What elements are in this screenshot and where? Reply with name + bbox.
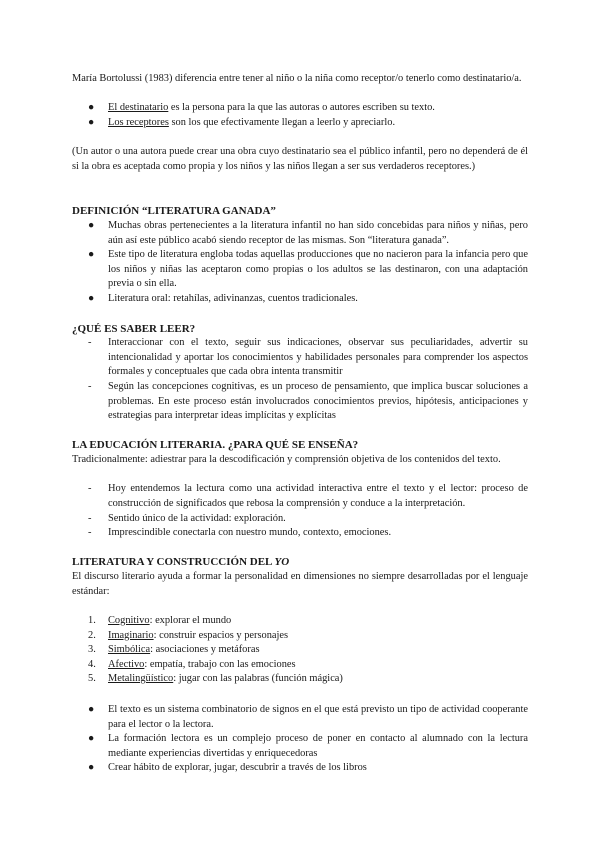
list-item: Sentido único de la actividad: exploración. xyxy=(108,513,286,524)
numbered-item: Metalingüístico: jugar con las palabras (función mágica) xyxy=(108,673,343,684)
list-item: Los receptores son los que efectivamente llegan a leerlo y apreciarlo. xyxy=(108,117,396,128)
heading-literatura-ganada: DEFINICIÓN “LITERATURA GANADA” xyxy=(72,205,276,217)
note-paragraph: (Un autor o una autora puede crear una obra cuyo destinatario sea el público infantil, pero no dependerá de él si la obra es aceptada como propia y los niños y las niños llegan a ser sus verdaderos receptores.) xyxy=(72,146,528,172)
numbered-item: Imaginario: construir espacios y personajes xyxy=(108,630,289,641)
list-item: Muchas obras pertenecientes a la literatura infantil no han sido concebidas para niños y niñas, pero aún así este público acabó siendo receptor de las mismas. Son “literatura ganada”. xyxy=(108,220,528,246)
list-item: Hoy entendemos la lectura como una actividad interactiva entre el texto y el lector: proceso de construcción de significados que rebosa la comprensión y conduce a la interpretación. xyxy=(108,483,528,509)
list-item: Crear hábito de explorar, jugar, descubrir a través de los libros xyxy=(108,762,367,773)
heading-saber-leer: ¿QUÉ ES SABER LEER? xyxy=(72,323,196,335)
discourse-paragraph: El discurso literario ayuda a formar la personalidad en dimensiones no siempre desarrolladas por el lenguaje estándar: xyxy=(72,571,528,597)
bullet-marker: ● xyxy=(88,733,95,744)
term-destinatario: El destinatario xyxy=(108,102,169,113)
bullet-marker: ● xyxy=(88,117,95,128)
list-number: 3. xyxy=(88,644,96,655)
heading-construccion-yo: LITERATURA Y CONSTRUCCIÓN DEL YO xyxy=(72,556,290,568)
heading-educacion-literaria: LA EDUCACIÓN LITERARIA. ¿PARA QUÉ SE ENSEÑA? xyxy=(72,439,359,451)
list-number: 1. xyxy=(88,615,96,626)
bullet-marker: ● xyxy=(88,704,95,715)
list-item: Este tipo de literatura engloba todas aquellas producciones que no nacieron para la infancia pero que los niños y niñas las aceptaron como propias o los adultos se las destinaron, con una adaptación previa o sin ella. xyxy=(108,249,528,290)
dash-marker: - xyxy=(88,483,92,494)
dash-marker: - xyxy=(88,527,92,538)
list-item: El texto es un sistema combinatorio de signos en el que está previsto un tipo de actividad cooperante para el lector o la lectora. xyxy=(108,704,528,730)
bullet-marker: ● xyxy=(88,102,95,113)
dash-marker: - xyxy=(88,337,92,348)
numbered-item: Cognitivo: explorar el mundo xyxy=(108,615,232,626)
term-receptores: Los receptores xyxy=(108,117,169,128)
dash-marker: - xyxy=(88,513,92,524)
list-item: Imprescindible conectarla con nuestro mundo, contexto, emociones. xyxy=(108,527,392,538)
list-item: El destinatario es la persona para la que las autoras o autores escriben su texto. xyxy=(108,102,435,113)
list-item: La formación lectora es un complejo proceso de poner en contacto al alumnado con la lectura mediante experiencias divertidas y enriquecedoras xyxy=(108,733,528,759)
list-number: 5. xyxy=(88,673,96,684)
dash-marker: - xyxy=(88,381,92,392)
list-number: 2. xyxy=(88,630,96,641)
list-item: Literatura oral: retahílas, adivinanzas, cuentos tradicionales. xyxy=(108,293,358,304)
numbered-item: Afectivo: empatía, trabajo con las emociones xyxy=(108,659,296,670)
bullet-marker: ● xyxy=(88,220,95,231)
list-number: 4. xyxy=(88,659,96,670)
list-item: Según las concepciones cognitivas, es un proceso de pensamiento, que implica buscar soluciones a problemas. En este proceso están involucrados conocimientos previos, hipótesis, anticipaciones y estrategias para interpretar ideas implícitas y explícitas xyxy=(108,381,528,422)
intro-paragraph: María Bortolussi (1983) diferencia entre tener al niño o la niña como receptor/o tenerlo como destinatario/a. xyxy=(72,73,522,84)
list-item: Interaccionar con el texto, seguir sus indicaciones, observar sus peculiaridades, advertir su intencionalidad y aportar los conocimientos y habilidades personales para comprender los aspectos formales y conceptuales que cada obra intenta transmitir xyxy=(108,337,528,378)
numbered-item: Simbólica: asociaciones y metáforas xyxy=(108,644,260,655)
bullet-marker: ● xyxy=(88,249,95,260)
bullet-marker: ● xyxy=(88,762,95,773)
bullet-marker: ● xyxy=(88,293,95,304)
traditional-paragraph: Tradicionalmente: adiestrar para la descodificación y comprensión objetiva de los contenidos del texto. xyxy=(72,454,501,465)
